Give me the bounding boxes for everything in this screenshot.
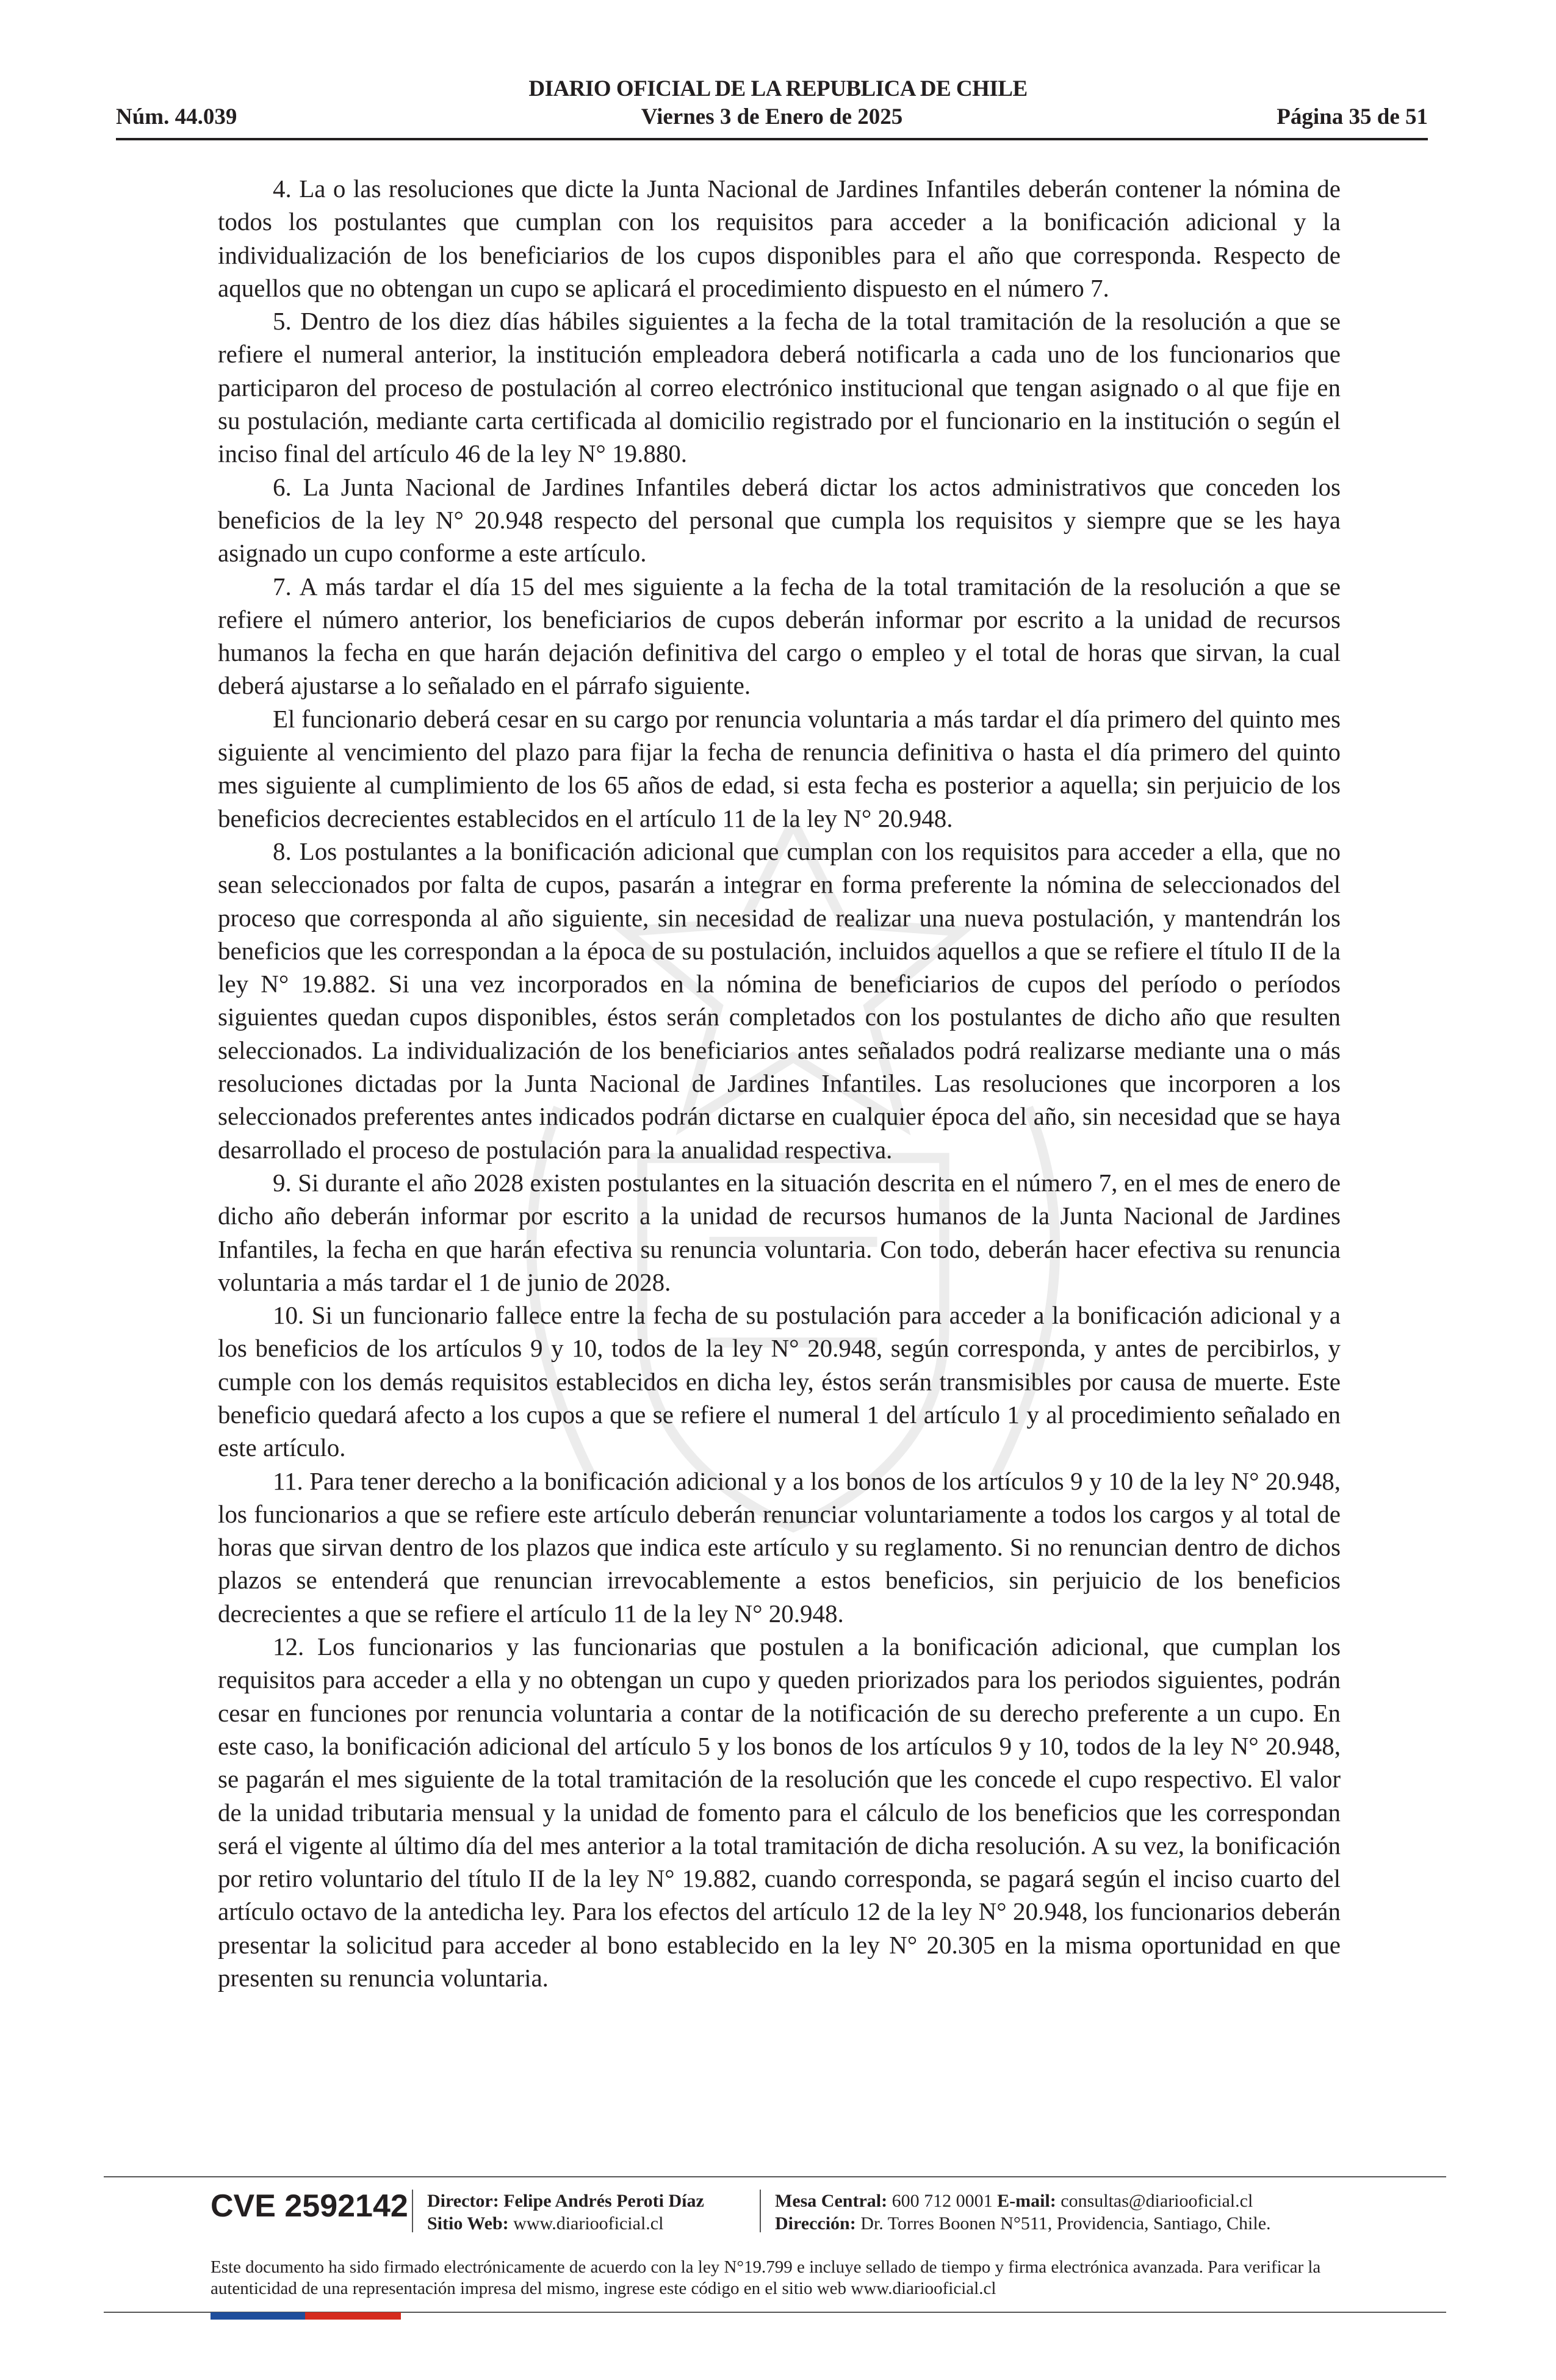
paragraph: 9. Si durante el año 2028 existen postulantes en la situación descrita en el número 7, en el mes de enero de dicho año deberán informar por escrito a la unidad de recursos humanos de la Junta Nacional de Jardines Infantiles, la fecha en que harán efectiva su renuncia voluntaria. Con todo, deberán hacer efectiva su renuncia voluntaria a más tardar el 1 de junio de 2028. [218, 1168, 1341, 1296]
paragraph: El funcionario deberá cesar en su cargo por renuncia voluntaria a más tardar el día primero del quinto mes siguiente al vencimiento del plazo para fijar la fecha de renuncia definitiva o hasta el día primero del quinto mes siguiente al cumplimiento de los 65 años de edad, si esta fecha es posterior a aquella; sin perjuicio de los beneficios decrecientes establecidos en el artículo 11 de la ley N° 20.948. [218, 704, 1341, 832]
flag-stripe-blue [211, 2312, 305, 2320]
director-info [427, 2190, 704, 2235]
issue-number: Núm. 44.039 [116, 104, 237, 129]
director-label: Director: [427, 2191, 499, 2211]
website-link[interactable]: www.diariooficial.cl [513, 2213, 664, 2234]
header-divider [116, 138, 1428, 140]
address-label: Dirección: [775, 2213, 856, 2234]
page-number: Página 35 de 51 [1277, 104, 1428, 129]
email-label: E-mail: [997, 2191, 1056, 2211]
paragraph: 5. Dentro de los diez días hábiles siguientes a la fecha de la total tramitación de la resolución a que se refiere el numeral anterior, la institución empleadora deberá notificarla a cada uno de los funcionarios que participaron del proceso de postulación al correo electrónico institucional que tengan asignado o al que fije en su postulación, mediante carta certificada al domicilio registrado por el funcionario en la institución o según el inciso final del artículo 46 de la ley N° 19.880. [218, 307, 1341, 468]
paragraph: 10. Si un funcionario fallece entre la fecha de su postulación para acceder a la bonificación adicional y a los beneficios de los artículos 9 y 10, todos de la ley N° 20.948, según corresponda, y antes de percibirlos, y cumple con los demás requisitos establecidos en dicha ley, éstos serán transmisibles por causa de muerte. Este beneficio quedará afecto a los cupos a que se refiere el numeral 1 del artículo 1 y al procedimiento señalado en este artículo. [218, 1301, 1341, 1462]
footer-separator [412, 2190, 413, 2232]
newspaper-title: DIARIO OFICIAL DE LA REPUBLICA DE CHILE [528, 76, 1028, 101]
address-text: Dr. Torres Boonen N°511, Providencia, Santiago, Chile. [860, 2213, 1271, 2234]
signature-disclaimer: Este documento ha sido firmado electrónicamente de acuerdo con la ley N°19.799 e incluye sellado de tiempo y firma electrónica avanzada. Para verificar la autenticidad de una representación impresa del mismo, ingrese este código en el sitio web www.diariooficial.cl [211, 2257, 1321, 2298]
paragraph: 7. A más tardar el día 15 del mes siguiente a la fecha de la total tramitación de la resolución a que se refiere el número anterior, los beneficiarios de cupos deberán informar por escrito a la unidad de recursos humanos la fecha en que harán dejación definitiva del cargo o empleo y el total de horas que sirvan, la cual deberá ajustarse a lo señalado en el párrafo siguiente. [218, 572, 1341, 700]
email-link[interactable]: consultas@diariooficial.cl [1061, 2191, 1253, 2211]
paragraph: 11. Para tener derecho a la bonificación adicional y a los bonos de los artículos 9 y 10 de la ley N° 20.948, los funcionarios a que se refiere este artículo deberán renunciar voluntariamente a todos los cargos y al total de horas que sirvan dentro de los plazos que indica este artículo y su reglamento. Si no renuncian dentro de dichos plazos se entenderá que renuncian irrevocablemente a estos beneficios, sin perjuicio de los beneficios decrecientes a que se refiere el artículo 11 de la ley N° 20.948. [218, 1466, 1341, 1628]
article-body [218, 172, 1341, 1994]
page-header [116, 104, 1428, 132]
footer-divider [104, 2176, 1446, 2177]
paragraph: 4. La o las resoluciones que dicte la Junta Nacional de Jardines Infantiles deberán contener la nómina de todos los postulantes que cumplan con los requisitos para acceder a la bonificación adicional y la individualización de los beneficiarios de los cupos disponibles para el año que corresponda. Respecto de aquellos que no obtengan un cupo se aplicará el procedimiento dispuesto en el número 7. [218, 175, 1341, 302]
issue-date: Viernes 3 de Enero de 2025 [641, 104, 903, 129]
cve-code: CVE 2592142 [211, 2188, 408, 2224]
footer-separator [760, 2190, 761, 2232]
phone-number: 600 712 0001 [891, 2191, 993, 2211]
website-label: Sitio Web: [427, 2213, 509, 2234]
phone-label: Mesa Central: [775, 2191, 888, 2211]
flag-stripe-red [305, 2312, 401, 2320]
contact-info [775, 2190, 1271, 2235]
paragraph: 12. Los funcionarios y las funcionarias que postulen a la bonificación adicional, que cumplan los requisitos para acceder a ella y no obtengan un cupo y queden priorizados para los periodos siguientes, podrán cesar en funciones por renuncia voluntaria a contar de la notificación de su derecho preferente a un cupo. En este caso, la bonificación adicional del artículo 5 y los bonos de los artículos 9 y 10, todos de la ley N° 20.948, se pagarán el mes siguiente de la total tramitación de la resolución que les concede el cupo respectivo. El valor de la unidad tributaria mensual y la unidad de fomento para el cálculo de los beneficios que les correspondan será el vigente al último día del mes anterior a la total tramitación de dicha resolución. A su vez, la bonificación por retiro voluntario del título II de la ley N° 19.882, cuando corresponda, se pagará según el inciso cuarto del artículo octavo de la antedicha ley. Para los efectos del artículo 12 de la ley N° 20.948, los funcionarios deberán presentar la solicitud para acceder al bono establecido en la ley N° 20.305 en la misma oportunidad en que presenten su renuncia voluntaria. [218, 1632, 1341, 1992]
director-name: Felipe Andrés Peroti Díaz [503, 2191, 704, 2211]
paragraph: 8. Los postulantes a la bonificación adicional que cumplan con los requisitos para acceder a ella, que no sean seleccionados por falta de cupos, pasarán a integrar en forma preferente la nómina de seleccionados del proceso que corresponda al año siguiente, sin necesidad de realizar una nueva postulación, y mantendrán los beneficios que les correspondan a la época de su postulación, incluidos aquellos a que se refiere el título II de la ley N° 19.882. Si una vez incorporados en la nómina de beneficiarios de cupos del período o períodos siguientes quedan cupos disponibles, éstos serán completados con los postulantes de dicho año que resulten seleccionados. La individualización de los beneficiarios antes señalados podrá realizarse mediante una o más resoluciones dictadas por la Junta Nacional de Jardines Infantiles. Las resoluciones que incorporen a los seleccionados preferentes antes indicados podrán dictarse en cualquier época del año, sin necesidad que se haya desarrollado el proceso de postulación para la anualidad respectiva. [218, 837, 1341, 1164]
paragraph: 6. La Junta Nacional de Jardines Infantiles deberá dictar los actos administrativos que conceden los beneficios de la ley N° 20.948 respecto del personal que cumpla los requisitos y siempre que se les haya asignado un cupo conforme a este artículo. [218, 472, 1341, 568]
